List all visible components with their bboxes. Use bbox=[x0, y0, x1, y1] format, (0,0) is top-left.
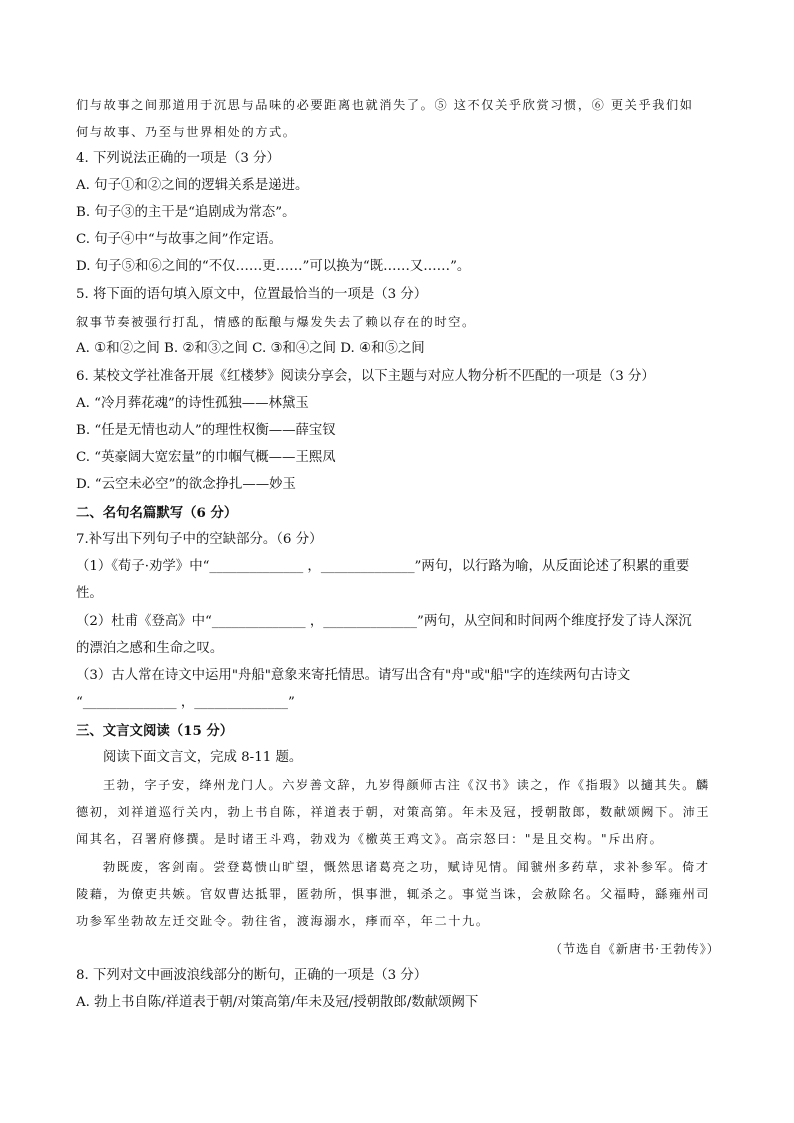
q7-item-2: （2）杜甫《登高》中“______________ ，______________”两句，从空间和时间两个维度抒发了诗人深沉 bbox=[76, 614, 692, 629]
q4-option-c: C. 句子④中“与故事之间”作定语。 bbox=[76, 232, 283, 247]
question-7-stem: 7.补写出下列句子中的空缺部分。（6 分） bbox=[76, 532, 323, 547]
q7-item-3-cont: “______________ ，______________” bbox=[76, 695, 295, 710]
q7-item-2-cont: 的漂泊之感和生命之叹。 bbox=[76, 641, 224, 656]
question-8-stem: 8. 下列对文中画波浪线部分的断句，正确的一项是（3 分） bbox=[76, 968, 428, 983]
classical-text-line: 德初，刘祥道巡行关内，勃上书自陈，祥道表于朝，对策高第。年未及冠，授朝散郎，数献颂阙下。沛王 bbox=[76, 805, 711, 819]
classical-text-line: 勃既废，客剑南。尝登葛愦山旷望，慨然思诸葛亮之功，赋诗见情。闻虢州多药草，求补参军。倚才 bbox=[103, 860, 710, 874]
q7-item-1-cont: 性。 bbox=[76, 586, 103, 601]
classical-text-line: 闻其名，召署府修撰。是时诸王斗鸡，勃戏为《檄英王鸡文》。高宗怒曰："是且交构。"斥出府。 bbox=[76, 832, 664, 846]
section-2-heading: 二、名句名篇默写（6 分） bbox=[76, 505, 238, 521]
q5-sentence: 叙事节奏被强行打乱，情感的酝酿与爆发失去了赖以存在的时空。 bbox=[76, 315, 476, 329]
q7-item-1: （1）《荀子·劝学》中“______________ ，______________”两句，以行路为喻，从反面论述了积累的重要 bbox=[76, 559, 690, 574]
q6-option-c: C. “英豪阔大宽宏量”的巾帼气概——王熙凤 bbox=[76, 450, 336, 465]
q4-option-b: B. 句子③的主干是“追剧成为常态”。 bbox=[76, 205, 296, 220]
q4-option-a: A. 句子①和②之间的逻辑关系是递进。 bbox=[76, 178, 309, 193]
q6-option-b: B. “任是无情也动人”的理性权衡——薛宝钗 bbox=[76, 423, 336, 438]
q4-option-d: D. 句子⑤和⑥之间的“不仅……更……”可以换为“既……又……”。 bbox=[76, 259, 471, 274]
q8-option-a: A. 勃上书自陈/祥道表于朝/对策高第/年未及冠/授朝散郎/数献颂阙下 bbox=[76, 995, 479, 1010]
classical-text-line: 王勃，字子安，绛州龙门人。六岁善文辞，九岁得颜师古注《汉书》读之，作《指瑕》以擿其失。麟 bbox=[103, 778, 710, 792]
q5-options: A. ①和②之间 B. ②和③之间 C. ③和④之间 D. ④和⑤之间 bbox=[76, 341, 425, 356]
passage-line: 们与故事之间那道用于沉思与品味的必要距离也就消失了。⑤ 这不仅关乎欣赏习惯，⑥ 更关乎我们如 bbox=[76, 98, 694, 112]
q7-item-3: （3）古人常在诗文中运用"舟船"意象来寄托情思。请写出含有"舟"或"船"字的连续两句古诗文 bbox=[76, 668, 631, 683]
classical-text-line: 陵藉，为僚吏共嫉。官奴曹达抵罪，匿勃所，惧事泄，辄杀之。事觉当诛，会赦除名。父福畤，繇雍州司 bbox=[76, 887, 711, 901]
question-5-stem: 5. 将下面的语句填入原文中，位置最恰当的一项是（3 分） bbox=[76, 287, 428, 302]
question-4-stem: 4. 下列说法正确的一项是（3 分） bbox=[76, 151, 280, 166]
passage-line: 何与故事、乃至与世界相处的方式。 bbox=[76, 125, 297, 139]
question-6-stem: 6. 某校文学社准备开展《红楼梦》阅读分享会，以下主题与对应人物分析不匹配的一项是（3 分） bbox=[76, 369, 655, 384]
classical-text-line: 功参军坐勃故左迁交趾令。勃往省，渡海溺水，痵而卒，年二十九。 bbox=[76, 914, 490, 928]
q6-option-a: A. “冷月葬花魂”的诗性孤独——林黛玉 bbox=[76, 396, 309, 411]
section-3-instruction: 阅读下面文言文，完成 8-11 题。 bbox=[103, 750, 303, 765]
text-source: （节选自《新唐书·王勃传》） bbox=[549, 942, 720, 956]
section-3-heading: 三、文言文阅读（15 分） bbox=[76, 723, 234, 739]
q6-option-d: D. “云空未必空”的欲念挣扎——妙玉 bbox=[76, 477, 296, 492]
